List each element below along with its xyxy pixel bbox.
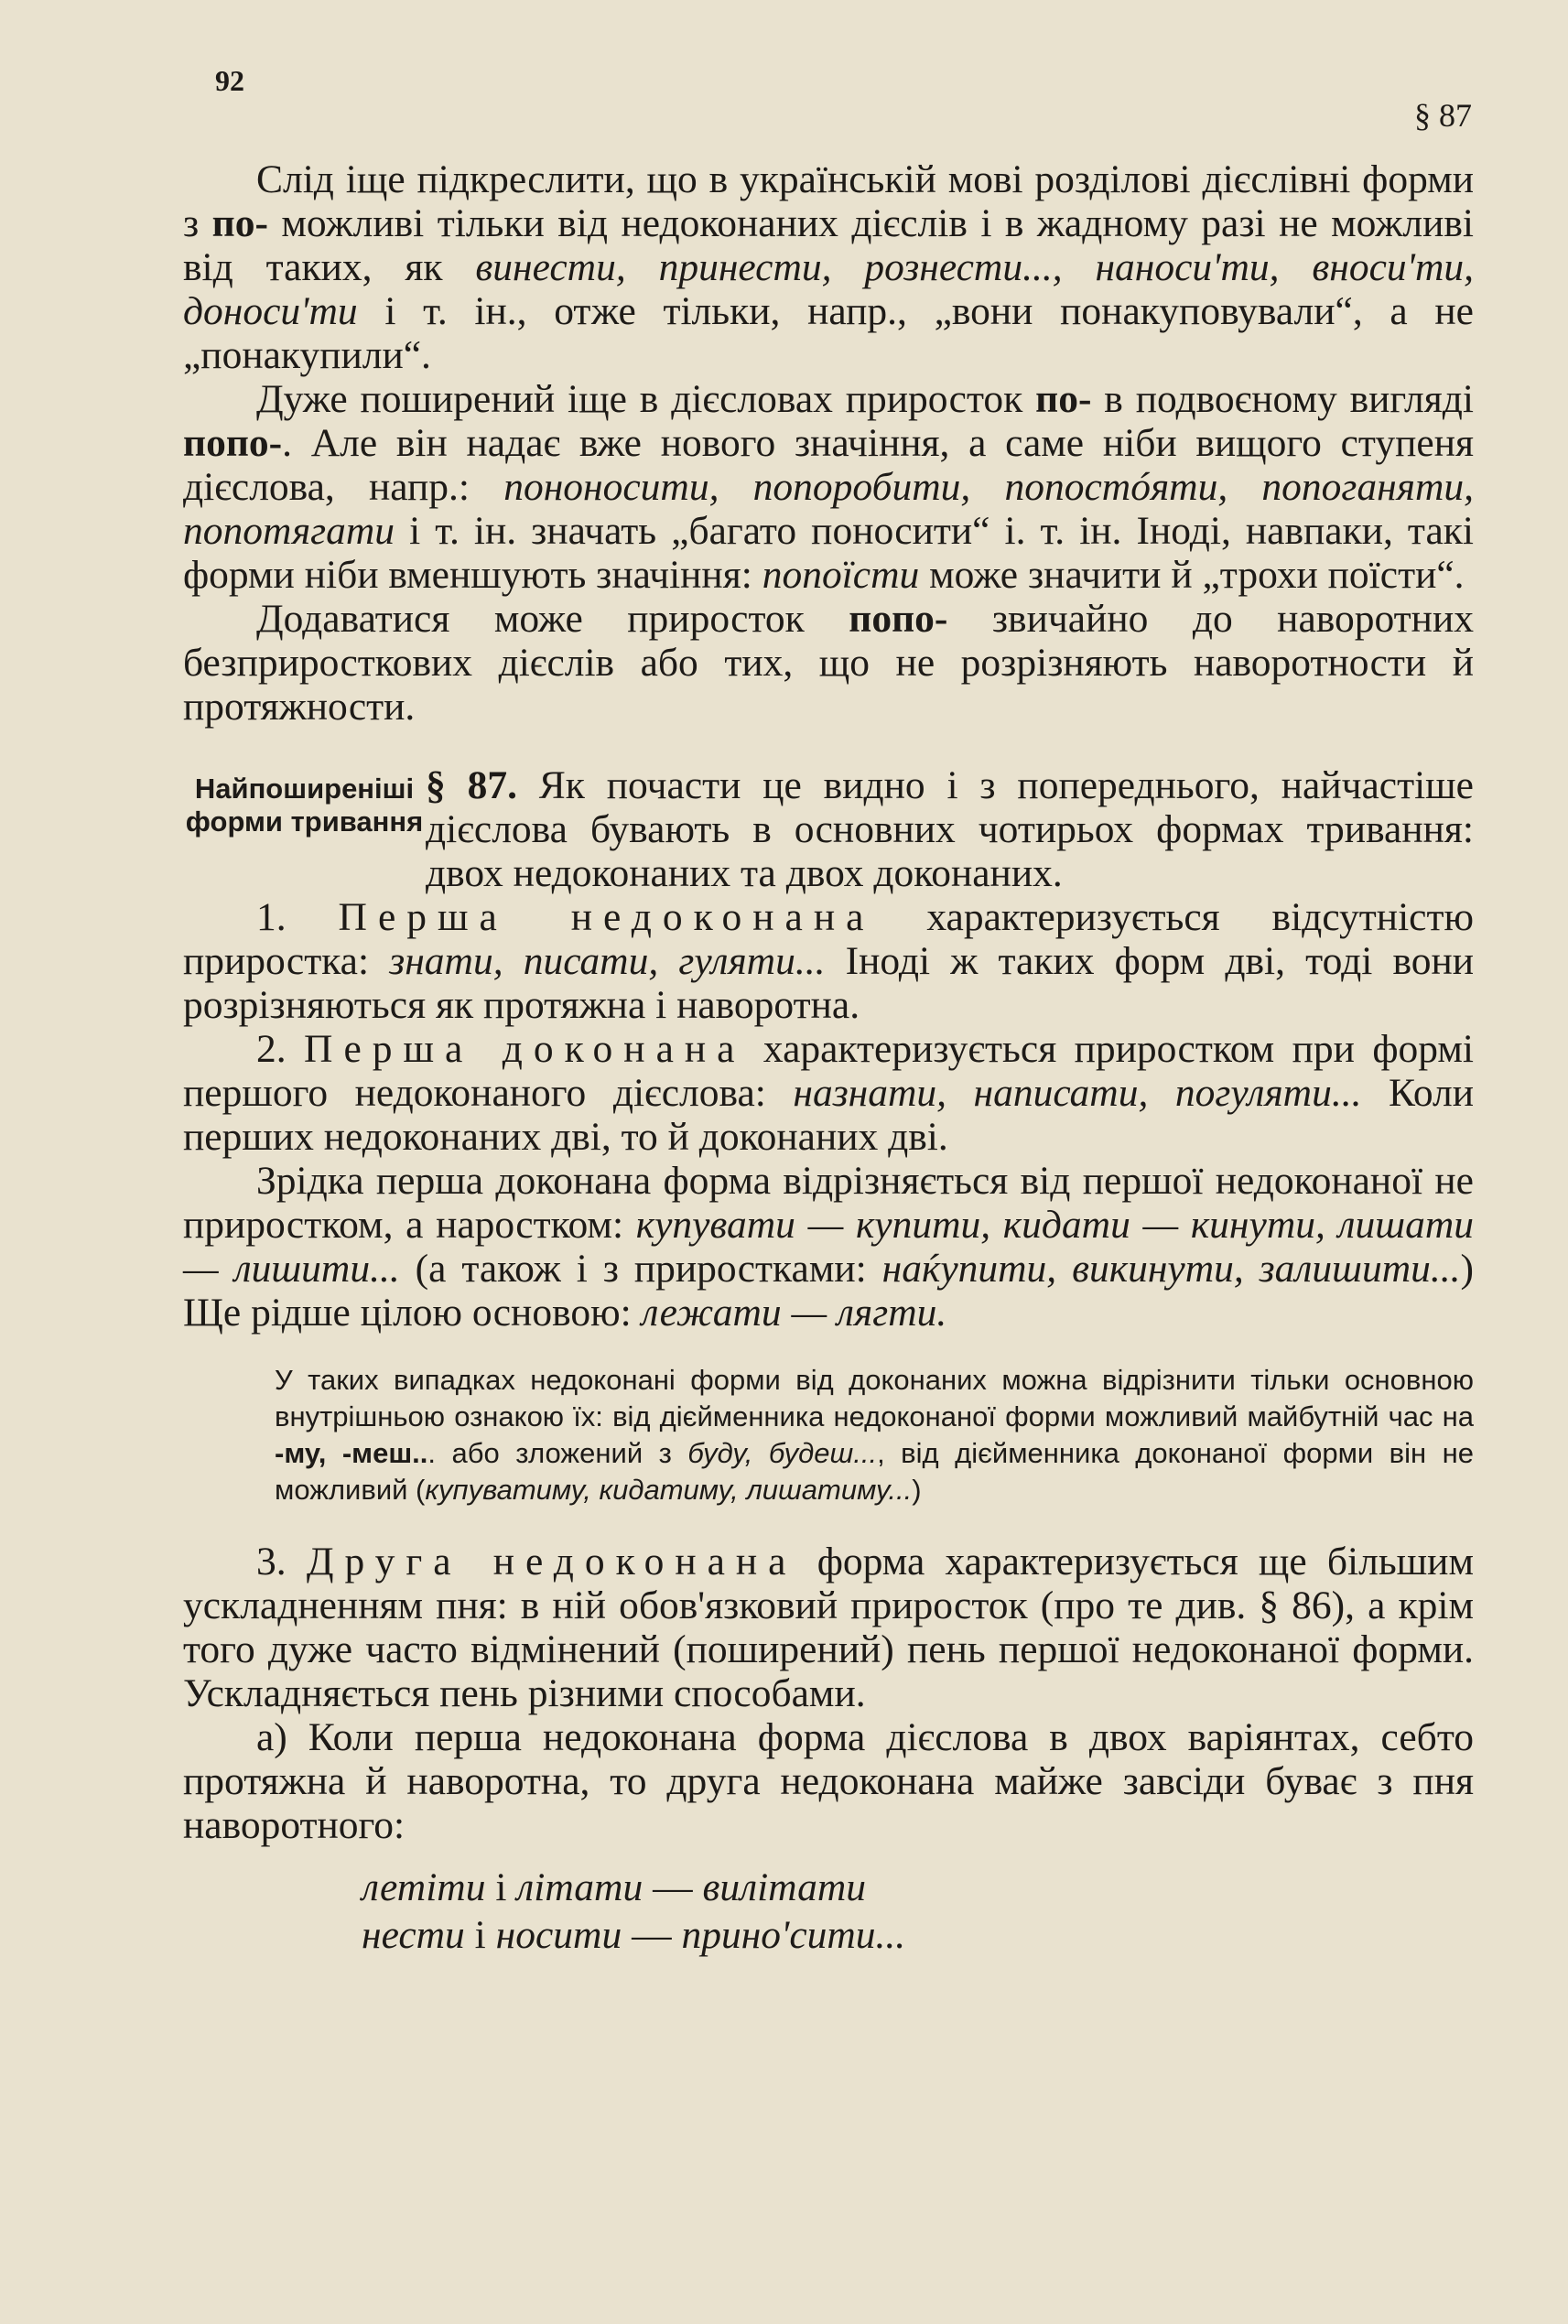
text: Дуже поширений іще в дієсловах приросток xyxy=(256,377,1036,421)
item-number: 3. xyxy=(256,1540,287,1584)
example-line xyxy=(362,1864,1474,1911)
text: і т. ін., отже тільки, напр., „вони понакуповували“, а не „понакупили“. xyxy=(183,289,1474,377)
text: Зрідка перша доконана форма відрізняється від першої недоконаної не приростком, а наростком: xyxy=(183,1159,1474,1247)
text: характеризується відсутністю приростка: xyxy=(183,895,1474,983)
paragraph-2 xyxy=(183,377,1474,597)
text: ) Ще рідше цілою основою: xyxy=(183,1247,1474,1335)
text: і xyxy=(485,1865,517,1909)
section-side-title: Найпоширеніші форми тривання xyxy=(185,773,424,838)
text: звичайно до наворотних безприросткових дієслів або тих, що не розрізняють наворотности й протяжности. xyxy=(183,597,1474,729)
section-87-intro xyxy=(426,763,1474,895)
paragraph-4 xyxy=(183,1159,1474,1335)
italic-examples: наќупити, викинути, залишити... xyxy=(881,1247,1461,1291)
item-3 xyxy=(183,1540,1474,1715)
text: . Але він надає вже нового значіння, а саме ніби вищого ступеня дієслова, напр.: xyxy=(183,421,1474,509)
italic-examples: знати, писати, гуляти... xyxy=(389,939,826,983)
item-3a: а) Коли перша недоконана форма дієслова в двох варіянтах, себто протяжна й наворотна, то друга недоконана майже завсіди буває з пня наворотного: xyxy=(183,1715,1474,1847)
example-word: літати xyxy=(516,1865,643,1909)
italic-examples: назнати, написати, погуляти... xyxy=(793,1071,1362,1115)
example-word: вилітати xyxy=(702,1865,867,1909)
italic-examples: винести, принести, рознести..., наноси'ти, вноси'ти, доноси'ти xyxy=(183,245,1474,333)
item-number: 1. xyxy=(256,895,287,939)
example-list xyxy=(183,1864,1474,1959)
spaced-term: Перша недоконана xyxy=(338,895,875,939)
dash: — xyxy=(622,1913,682,1957)
italic-examples: купувати — купити, кидати — кинути, лишати — лишити... xyxy=(183,1203,1474,1291)
paragraph-1 xyxy=(183,157,1474,377)
text: і т. ін. значать „багато поносити“ і. т. ін. Іноді, навпаки, такі форми ніби вменшують значіння: xyxy=(183,509,1474,597)
text: характеризується приростком при формі першого недоконаного дієслова: xyxy=(183,1027,1474,1115)
running-head-section: § 87 xyxy=(1414,97,1472,134)
item-1 xyxy=(183,895,1474,1027)
italic-examples: пононосити, попоробити, попостóяти, попоганяти, попотягати xyxy=(183,465,1474,553)
text: Слід іще підкреслити, що в українській мові розділові дієслівні форми з xyxy=(183,157,1474,245)
text: (а також і з приростками: xyxy=(399,1247,882,1291)
text: можливі тільки від недоконаних дієслів і в жадному разі не можливі від таких, як xyxy=(183,201,1474,289)
example-word: прино'сити... xyxy=(681,1913,906,1957)
example-line xyxy=(362,1911,1474,1959)
example-word: носити xyxy=(495,1913,622,1957)
note-text xyxy=(275,1362,1474,1508)
page-number: 92 xyxy=(215,64,244,97)
bold-term: попо- xyxy=(849,597,948,641)
italic-examples: буду, будеш... xyxy=(687,1437,878,1469)
text: форма характеризується ще більшим ускладненням пня: в ній обов'язковий приросток (про те див. § 86), а крім того дуже часто відмінений (поширений) пень першої недоконаної форми. Ускладняється пень різними способами. xyxy=(183,1540,1474,1715)
text: . або зложений з xyxy=(427,1437,688,1469)
italic-examples: купуватиму, кидатиму, лишатиму... xyxy=(425,1474,913,1506)
bold-term: по- xyxy=(211,201,268,245)
paragraph-3 xyxy=(183,597,1474,729)
section-87 xyxy=(183,763,1474,895)
bold-term: -му, -меш.. xyxy=(275,1437,428,1469)
text: Іноді ж таких форм дві, тоді вони розрізняються як протяжна і наворотна. xyxy=(183,939,1475,1027)
italic-examples: попоїсти xyxy=(762,553,920,597)
dash: — xyxy=(643,1865,703,1909)
section-number: § 87. xyxy=(426,763,517,807)
example-word: нести xyxy=(362,1913,465,1957)
bold-term: попо- xyxy=(183,421,283,465)
spaced-term: Друга недоконана xyxy=(306,1540,797,1584)
italic-examples: лежати — лягти. xyxy=(641,1291,947,1335)
text: ) xyxy=(912,1474,922,1506)
main-text xyxy=(183,157,1474,1959)
bold-term: по- xyxy=(1035,377,1092,421)
text: в подвоєному вигляді xyxy=(1091,377,1474,421)
text: Як почасти це видно і з попереднього, найчастіше дієслова бувають в основних чотирьох формах тривання: двох недоконаних та двох доконаних. xyxy=(426,763,1474,895)
text: Коли перших недоконаних дві, то й доконаних дві. xyxy=(183,1071,1474,1159)
spaced-term: Перша доконана xyxy=(304,1027,746,1071)
item-2 xyxy=(183,1027,1474,1159)
small-print-note xyxy=(275,1362,1474,1508)
text: У таких випадках недоконані форми від доконаних можна відрізнити тільки основною внутрішньою ознакою їх: від дієйменника недоконаної форми можливий майбутній час на xyxy=(275,1364,1474,1432)
text: , від дієйменника доконаної форми він не можливий ( xyxy=(275,1437,1474,1506)
item-number: 2. xyxy=(256,1027,287,1071)
text: і xyxy=(464,1913,496,1957)
text: може значити й „трохи поїсти“. xyxy=(919,553,1465,597)
text: Додаватися може приросток xyxy=(256,597,849,641)
example-word: летіти xyxy=(362,1865,486,1909)
